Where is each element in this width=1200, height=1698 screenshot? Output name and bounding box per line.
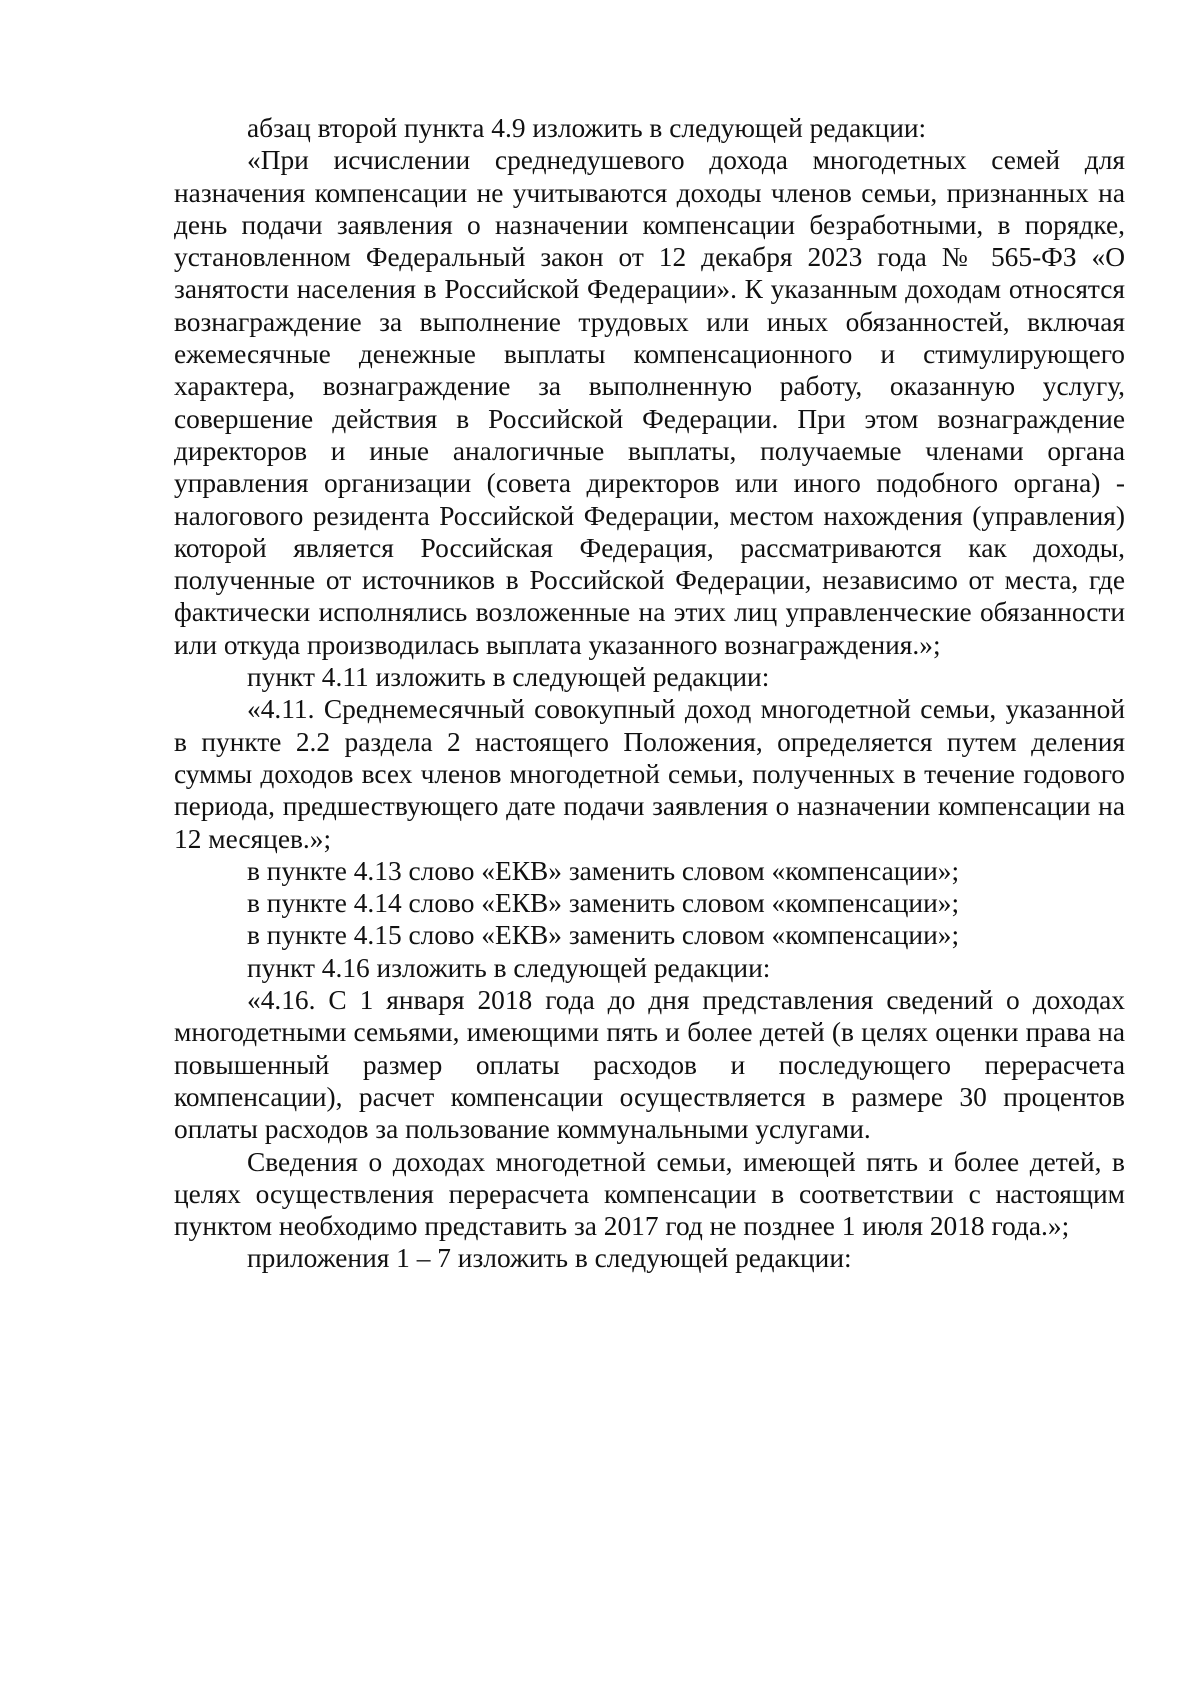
paragraph-amendment-4-14: в пункте 4.14 слово «ЕКВ» заменить словом «компенсации»;: [247, 888, 960, 919]
paragraph-amendment-4-16-intro: пункт 4.16 изложить в следующей редакции:: [247, 952, 771, 983]
paragraph-amendment-4-15: в пункте 4.15 слово «ЕКВ» заменить словом «компенсации»;: [247, 920, 960, 951]
paragraph-amendment-4-16-text-continued: Сведения о доходах многодетной семьи, имеющей пять и более детей, в целях осуществления перерасчета компенсации в соответствии с настоящим пунктом необходимо представить за 2017 год не позднее 1 июля 2018 года.»;: [174, 1146, 1125, 1242]
paragraph-appendices-intro: приложения 1 – 7 изложить в следующей редакции:: [247, 1243, 852, 1274]
paragraph-amendment-4-9-intro: абзац второй пункта 4.9 изложить в следующей редакции:: [247, 113, 927, 143]
paragraph-amendment-4-13: в пункте 4.13 слово «ЕКВ» заменить словом «компенсации»;: [247, 855, 960, 886]
paragraph-amendment-4-16-text: «4.16. С 1 января 2018 года до дня представления сведений о доходах многодетными семьями, имеющими пять и более детей (в целях оценки права на повышенный размер оплаты расходов и последующего перерасчета компенсации), расчет компенсации осуществляется в размере 30 процентов оплаты расходов за пользование коммунальными услугами.: [174, 985, 1125, 1145]
paragraph-amendment-4-11-intro: пункт 4.11 изложить в следующей редакции:: [247, 662, 770, 693]
paragraph-amendment-4-11-text: «4.11. Среднемесячный совокупный доход многодетной семьи, указанной в пункте 2.2 раздела 2 настоящего Положения, определяется путем деления суммы доходов всех членов многодетной семьи, полученных в течение годового периода, предшествующего дате подачи заявления о назначении компенсации на 12 месяцев.»;: [174, 694, 1125, 854]
document-body: [174, 112, 1125, 1275]
paragraph-amendment-4-9-text: «При исчислении среднедушевого дохода многодетных семей для назначения компенсации не учитываются доходы членов семьи, признанных на день подачи заявления о назначении компенсации безработными, в порядке, установленном Федеральный закон от 12 декабря 2023 года № 565-ФЗ «О занятости населения в Российской Федерации». К указанным доходам относятся вознаграждение за выполнение трудовых или иных обязанностей, включая ежемесячные денежные выплаты компенсационного и стимулирующего характера, вознаграждение за выполненную работу, оказанную услугу, совершение действия в Российской Федерации. При этом вознаграждение директоров и иные аналогичные выплаты, получаемые членами органа управления организации (совета директоров или иного подобного органа) - налогового резидента Российской Федерации, местом нахождения (управления) которой является Российская Федерация, рассматриваются как доходы, полученные от источников в Российской Федерации, независимо от места, где фактически исполнялись возложенные на этих лиц управленческие обязанности или откуда производилась выплата указанного вознаграждения.»;: [174, 145, 1125, 660]
